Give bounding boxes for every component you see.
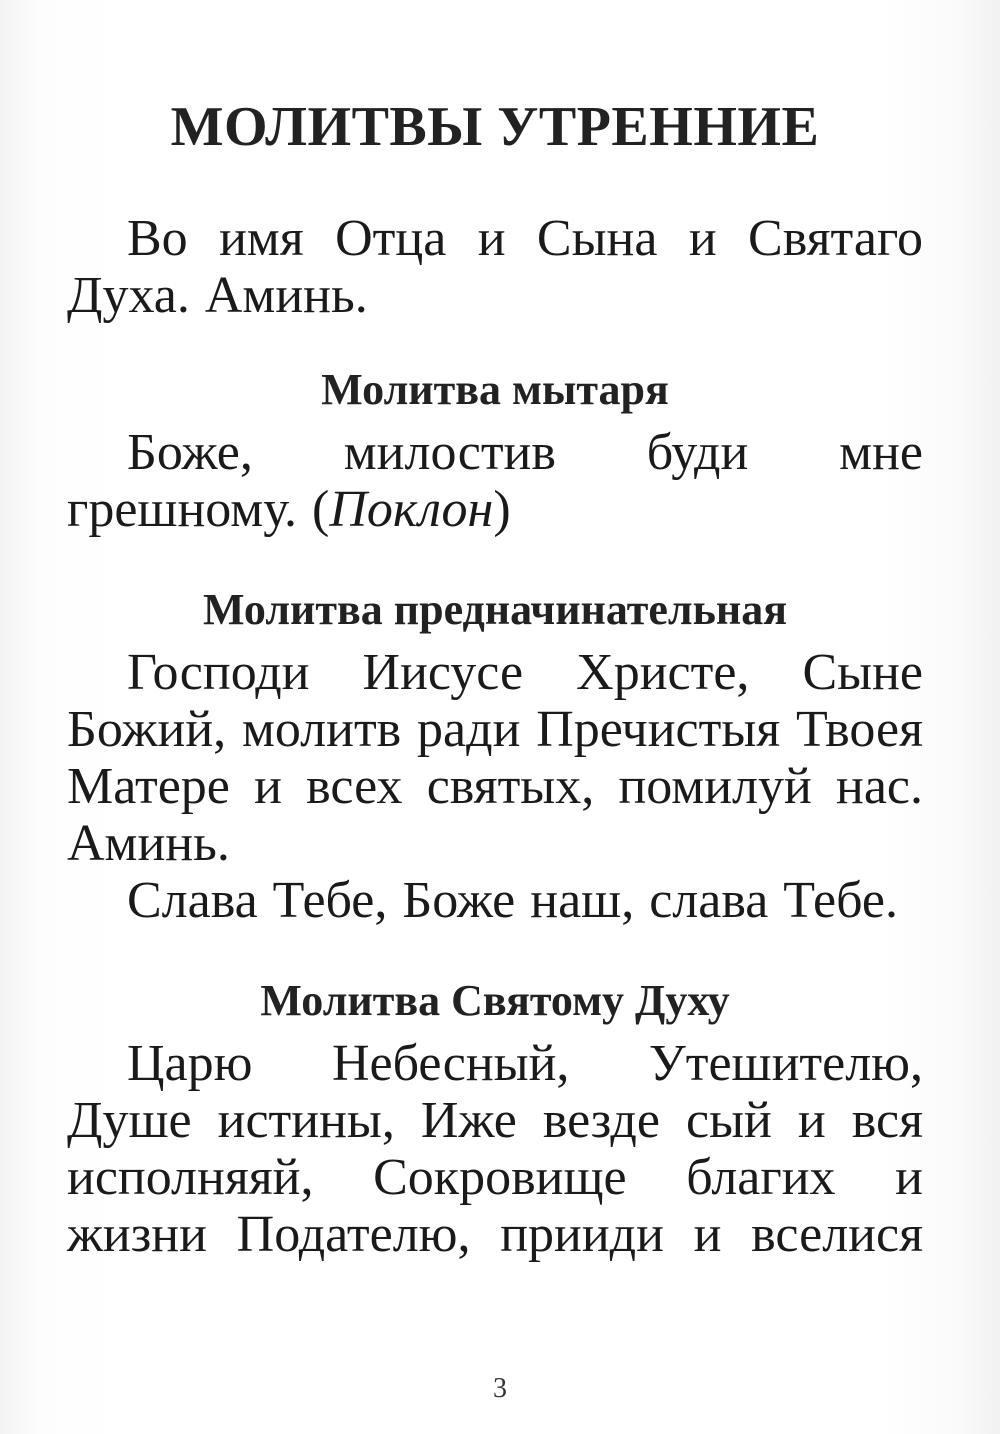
publican-prayer-text-close: ) <box>493 481 511 538</box>
holy-spirit-prayer-text: Царю Небесный, Утешителю, Душе истины, Иже везде сый и вся исполняяй, Сокровище благих и жизни Подателю, прииди и вселися <box>67 1035 923 1263</box>
initial-prayer-text: Господи Иисусе Христе, Сыне Божий, молитв ради Пречистыя Твоея Матере и всех святых, помилуй нас. Аминь. <box>67 644 923 872</box>
publican-prayer-text <box>67 424 923 538</box>
bow-instruction: Поклон <box>329 481 494 538</box>
page-content <box>67 92 923 1263</box>
glory-to-god-text: Слава Тебе, Боже наш, слава Тебе. <box>127 872 898 929</box>
intro-paragraph: Во имя Отца и Сына и Святаго Духа. Аминь. <box>67 210 923 324</box>
page-number: 3 <box>493 1373 507 1404</box>
publican-prayer-text-main: Боже, милостив буди мне грешному. ( <box>67 424 923 538</box>
section-heading-publican-prayer: Молитва мытаря <box>321 365 669 414</box>
section-heading-initial-prayer: Молитва предначинательная <box>202 585 788 634</box>
section-heading-holy-spirit-prayer: Молитва Святому Духу <box>260 976 730 1025</box>
page-title: МОЛИТВЫ УТРЕННИЕ <box>170 96 820 158</box>
